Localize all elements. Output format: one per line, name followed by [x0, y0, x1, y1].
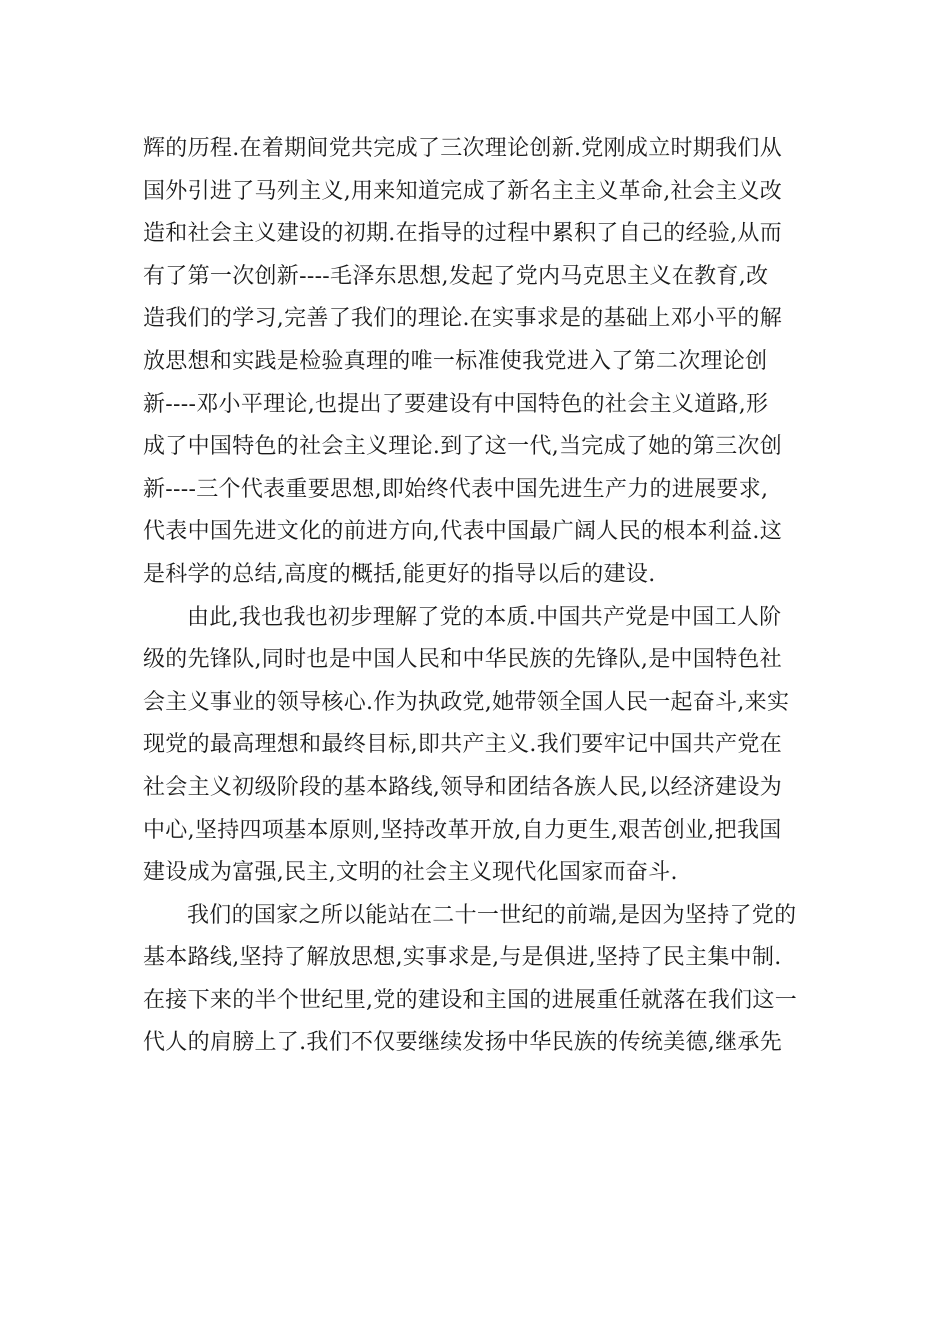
paragraph: [143, 128, 808, 597]
text-line: 代人的肩膀上了.我们不仅要继续发扬中华民族的传统美德,继承先: [143, 1030, 782, 1056]
text-line: 建设成为富强,民主,文明的社会主义现代化国家而奋斗.: [143, 860, 678, 886]
text-line: 中心,坚持四项基本原则,坚持改革开放,自力更生,艰苦创业,把我国: [143, 817, 782, 843]
text-line: 放思想和实践是检验真理的唯一标准使我党进入了第二次理论创: [143, 348, 768, 374]
text-line: 级的先锋队,同时也是中国人民和中华民族的先锋队,是中国特色社: [143, 647, 782, 673]
text-line: 国外引进了马列主义,用来知道完成了新名主主义革命,社会主义改: [143, 178, 782, 204]
paragraph: [143, 895, 808, 1065]
text-line: 社会主义初级阶段的基本路线,领导和团结各族人民,以经济建设为: [143, 774, 782, 800]
text-line: 现党的最高理想和最终目标,即共产主义.我们要牢记中国共产党在: [143, 732, 782, 758]
text-line: 造和社会主义建设的初期.在指导的过程中累积了自己的经验,从而: [143, 221, 782, 247]
paragraph: [143, 597, 808, 895]
text-line: 会主义事业的领导核心.作为执政党,她带领全国人民一起奋斗,来实: [143, 689, 790, 715]
text-line: 造我们的学习,完善了我们的理论.在实事求是的基础上邓小平的解: [143, 306, 782, 332]
text-line: 由此,我也我也初步理解了党的本质.中国共产党是中国工人阶: [187, 604, 782, 630]
text-line: 新----邓小平理论,也提出了要建设有中国特色的社会主义道路,形: [143, 391, 769, 417]
text-line: 新----三个代表重要思想,即始终代表中国先进生产力的进展要求,: [143, 476, 769, 502]
document-body: [143, 128, 808, 1065]
text-line: 有了第一次创新----毛泽东思想,发起了党内马克思主义在教育,改: [143, 263, 769, 289]
text-line: 是科学的总结,高度的概括,能更好的指导以后的建设.: [143, 561, 656, 587]
text-line: 基本路线,坚持了解放思想,实事求是,与是俱进,坚持了民主集中制.: [143, 945, 782, 971]
text-line: 在接下来的半个世纪里,党的建设和主国的进展重任就落在我们这一: [143, 987, 797, 1013]
text-line: 辉的历程.在着期间党共完成了三次理论创新.党刚成立时期我们从: [143, 136, 782, 161]
text-line: 我们的国家之所以能站在二十一世纪的前端,是因为坚持了党的: [187, 902, 797, 928]
text-line: 成了中国特色的社会主义理论.到了这一代,当完成了她的第三次创: [143, 434, 782, 460]
text-line: 代表中国先进文化的前进方向,代表中国最广阔人民的根本利益.这: [143, 519, 782, 545]
